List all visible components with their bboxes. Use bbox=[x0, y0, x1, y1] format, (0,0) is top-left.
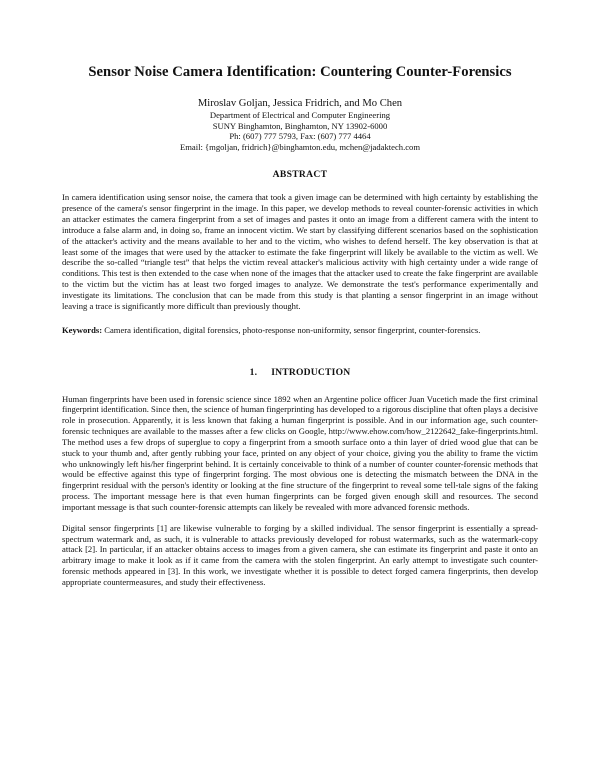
abstract-text: In camera identification using sensor noise, the camera that took a given image can be determined with high certainty by establishing the presence of the camera's sensor fingerprint in the image. In this paper, we develop methods to reveal counter-forensic activities in which an attacker estimates the camera fingerprint from a set of images and pastes it onto an image from a different camera with the intent to introduce a false alarm and, in doing so, frame an innocent victim. We start by classifying different scenarios based on the sophistication of the attacker's activity and the means available to her and to the victim, who wishes to defend herself. The key observation is that at least some of the images that were used by the attacker to estimate the fake fingerprint will likely be available to the victim as well. We describe the so-called “triangle test” that helps the victim reveal attacker's malicious activity with high certainty under a wide range of conditions. This test is then extended to the case when none of the images that the attacker used to create the fake fingerprint are available to the victim but the victim has at least two forged images to analyze. We demonstrate the test's performance experimentally and investigate its limitations. The conclusion that can be made from this study is that planting a sensor fingerprint in an image without leaving a trace is significantly more difficult than previously thought. bbox=[62, 192, 538, 311]
intro-paragraph-1: Human fingerprints have been used in forensic science since 1892 when an Argentine police officer Juan Vucetich made the first criminal fingerprint identification. Since then, the science of human fingerprinting has developed to a rigorous discipline that often plays a decisive role in prosecution. Apparently, it is less known that faking a human fingerprint is possible. And in our information age, such counter-forensic techniques are available to the masses after a few clicks on Google, http://www.ehow.com/how_2122642_fake-fingerprints.html. The method uses a few drops of superglue to copy a fingerprint from a smooth surface onto a thin layer of dried wood glue that can be stuck to your thumb and, after gently rubbing your face, printed on any object of your choice, giving you the ability to frame the victim who unknowingly left his/her fingerprint behind. It is certainly conceivable to think of a number of counter counter-forensic methods that would be effective against this type of fingerprint forging. The most obvious one is detecting the mismatch between the DNA in the fingerprint residual with the person's identity or looking at the fine structure of the fingerprint to reveal some tell-tale signs of the faking process. The important message here is that even human fingerprints can be forged given enough skill and resources. The second important message is that such counter-forensic attempts can likely be revealed with more advanced forensic methods. bbox=[62, 393, 538, 512]
paper-page bbox=[62, 64, 538, 588]
section-title: INTRODUCTION bbox=[271, 366, 351, 378]
affiliation-address: SUNY Binghamton, Binghamton, NY 13902-6000 bbox=[212, 120, 388, 131]
keywords-label: Keywords: bbox=[62, 324, 103, 335]
affiliation-email: Email: {mgoljan, fridrich}@binghamton.edu, mchen@jadaktech.com bbox=[179, 141, 421, 152]
keywords bbox=[62, 325, 538, 336]
abstract-heading: ABSTRACT bbox=[272, 169, 328, 181]
intro-paragraph-2: Digital sensor fingerprints [1] are likewise vulnerable to forging by a skilled individual. The sensor fingerprint is essentially a spread-spectrum watermark and, as such, it is vulnerable to attacks previously developed for robust watermarks, such as the watermark-copy attack [2]. In particular, if an attacker obtains access to images from a given camera, she can estimate its fingerprint and paste it onto an arbitrary image to make it look as if it came from the camera with the stolen fingerprint. An early attempt to investigate such counter-forensic methods appeared in [3]. In this work, we investigate whether it is possible to detect forged camera fingerprints, then develop appropriate countermeasures, and study their effectiveness. bbox=[62, 522, 538, 587]
paper-title: Sensor Noise Camera Identification: Countering Counter-Forensics bbox=[88, 64, 512, 80]
affiliation-department: Department of Electrical and Computer Engineering bbox=[209, 110, 391, 120]
keywords-text: Camera identification, digital forensics, photo-response non-uniformity, sensor fingerprint, counter-forensics. bbox=[104, 324, 481, 335]
section-number: 1. bbox=[249, 366, 258, 378]
author-list: Miroslav Goljan, Jessica Fridrich, and Mo Chen bbox=[197, 98, 403, 109]
section-heading-introduction bbox=[62, 367, 538, 378]
affiliation-phone: Ph: (607) 777 5793, Fax: (607) 777 4464 bbox=[229, 131, 371, 142]
affiliation-block bbox=[62, 110, 538, 152]
